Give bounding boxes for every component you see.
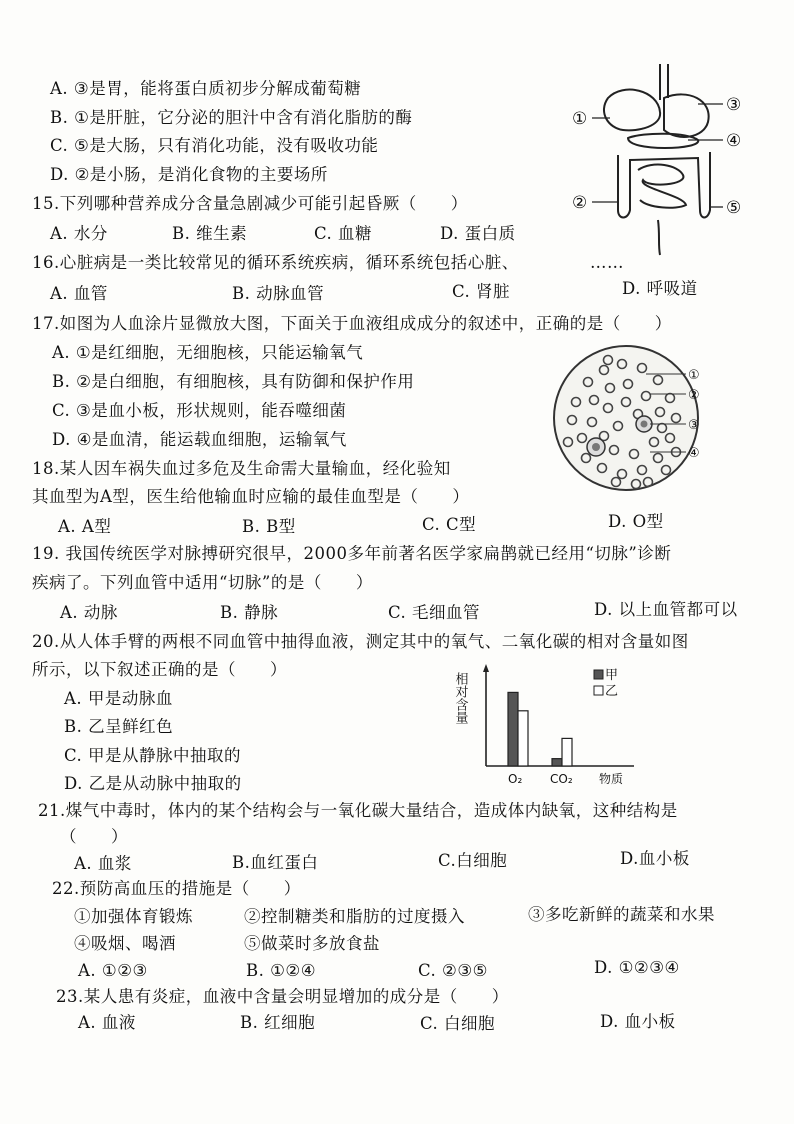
- q20-stem-line2: 所示，以下叙述正确的是（ ）: [32, 660, 287, 679]
- q17-option-d: D. ④是血清，能运载血细胞，运输氧气: [52, 430, 347, 449]
- q20-option-a: A. 甲是动脉血: [64, 689, 173, 708]
- q21-option-c: C.白细胞: [438, 851, 508, 870]
- q21-stem-line2: （ ）: [60, 827, 128, 846]
- q19-option-b: B. 静脉: [220, 603, 279, 622]
- legend-swatch-yi: [594, 686, 603, 695]
- q22-item-3: ③多吃新鲜的蔬菜和水果: [528, 905, 715, 924]
- q23-option-b: B. 红细胞: [240, 1013, 316, 1032]
- q22-item-2: ②控制糖类和脂肪的过度摄入: [244, 907, 465, 926]
- q15-option-b: B. 维生素: [172, 224, 248, 243]
- blood-label-2: ②: [688, 388, 700, 403]
- q17-option-b: B. ②是白细胞，有细胞核，具有防御和保护作用: [52, 372, 415, 391]
- q20-option-b: B. 乙呈鲜红色: [64, 717, 174, 736]
- q21-option-a: A. 血浆: [74, 854, 132, 873]
- blood-label-3: ③: [688, 418, 700, 433]
- q19-option-d: D. 以上血管都可以: [594, 600, 738, 619]
- q22-stem: 22.预防高血压的措施是（ ）: [52, 879, 301, 898]
- q15-stem: 15.下列哪种营养成分含量急剧减少可能引起昏厥（ ）: [32, 194, 468, 213]
- bar-jia-o2: [508, 692, 518, 766]
- q23-option-c: C. 白细胞: [420, 1014, 496, 1033]
- q21-stem-line1: 21.煤气中毒时，体内的某个结构会与一氧化碳大量结合，造成体内缺氧，这种结构是: [38, 801, 678, 820]
- y-axis-label: 相对含量: [452, 672, 468, 724]
- wbc-nucleus: [592, 443, 600, 451]
- q21-option-b: B.血红蛋白: [232, 853, 319, 872]
- q18-option-d: D. O型: [608, 512, 664, 531]
- digestive-system-figure: [568, 60, 758, 260]
- q23-stem: 23.某人患有炎症，血液中含量会明显增加的成分是（ ）: [56, 987, 509, 1006]
- q14-option-d: D. ②是小肠，是消化食物的主要场所: [50, 165, 328, 184]
- q18-option-c: C. C型: [422, 515, 477, 534]
- q20-stem-line1: 20.从人体手臂的两根不同血管中抽得血液，测定其中的氧气、二氧化碳的相对含量如图: [32, 632, 689, 651]
- q19-option-c: C. 毛细血管: [388, 603, 481, 622]
- bar-yi-co2: [562, 738, 572, 766]
- q17-option-a: A. ①是红细胞，无细胞核，只能运输氧气: [52, 343, 364, 362]
- q19-option-a: A. 动脉: [60, 603, 118, 622]
- q18-stem-line1: 18.某人因车祸失血过多危及生命需大量输血，经化验知: [32, 459, 451, 478]
- q18-option-a: A. A型: [58, 517, 112, 536]
- blood-label-4: ④: [688, 446, 700, 461]
- legend-label-yi: 乙: [605, 684, 619, 699]
- x-axis-label: 物质: [599, 772, 624, 786]
- q19-stem-line1: 19. 我国传统医学对脉搏研究很早，2000多年前著名医学家扁鹊就已经用“切脉”诊断: [32, 544, 672, 563]
- q22-item-4: ④吸烟、喝酒: [74, 934, 176, 953]
- digest-label-4: ④: [726, 131, 742, 151]
- q15-option-d: D. 蛋白质: [440, 224, 516, 243]
- q17-option-c: C. ③是血小板，形状规则，能吞噬细菌: [52, 401, 347, 420]
- q14-option-b: B. ①是肝脏，它分泌的胆汁中含有消化脂肪的酶: [50, 108, 413, 127]
- blood-smear-figure: [546, 342, 776, 494]
- q20-option-d: D. 乙是从动脉中抽取的: [64, 774, 242, 793]
- q17-stem: 17.如图为人血涂片显微放大图，下面关于血液组成成分的叙述中，正确的是（ ）: [32, 314, 672, 333]
- q22-option-b: B. ①②④: [246, 961, 316, 980]
- q22-option-c: C. ②③⑤: [418, 961, 488, 980]
- q16-stem-tail: ……: [590, 253, 624, 272]
- q16-option-d: D. 呼吸道: [622, 279, 698, 298]
- q22-item-1: ①加强体育锻炼: [74, 907, 193, 926]
- q16-option-a: A. 血管: [50, 284, 108, 303]
- q23-option-a: A. 血液: [78, 1013, 136, 1032]
- q16-option-c: C. 肾脏: [452, 282, 511, 301]
- category-label-o2: O₂: [508, 772, 523, 786]
- q14-option-c: C. ⑤是大肠，只有消化功能，没有吸收功能: [50, 136, 379, 155]
- digest-label-1: ①: [572, 109, 588, 129]
- q22-option-a: A. ①②③: [78, 961, 148, 980]
- bar-jia-co2: [552, 759, 562, 766]
- liver-shape: [604, 90, 660, 131]
- bar-yi-o2: [518, 711, 528, 766]
- q19-stem-line2: 疾病了。下列血管中适用“切脉”的是（ ）: [32, 573, 373, 592]
- legend-swatch-jia: [594, 670, 603, 679]
- q21-option-d: D.血小板: [620, 849, 690, 868]
- q15-option-c: C. 血糖: [314, 224, 373, 243]
- digest-label-5: ⑤: [726, 198, 742, 218]
- legend-label-jia: 甲: [605, 668, 619, 683]
- blood-label-1: ①: [688, 368, 700, 383]
- category-label-co2: CO₂: [550, 772, 573, 786]
- wbc-nucleus: [641, 421, 648, 428]
- q16-stem: 16.心脏病是一类比较常见的循环系统疾病，循环系统包括心脏、: [32, 253, 519, 272]
- q15-option-a: A. 水分: [50, 224, 108, 243]
- q23-option-d: D. 血小板: [600, 1012, 676, 1031]
- q18-option-b: B. B型: [242, 517, 296, 536]
- q18-stem-line2: 其血型为A型，医生给他输血时应输的最佳血型是（ ）: [32, 487, 470, 506]
- y-axis-arrow: [483, 664, 489, 672]
- stomach-shape: [664, 94, 709, 137]
- q16-option-b: B. 动脉血管: [232, 284, 325, 303]
- q22-option-d: D. ①②③④: [594, 958, 680, 977]
- digest-label-3: ③: [726, 95, 742, 115]
- digest-label-2: ②: [572, 193, 588, 213]
- oxygen-co2-bar-chart: [452, 662, 652, 790]
- q22-item-5: ⑤做菜时多放食盐: [244, 934, 380, 953]
- q14-option-a: A. ③是胃，能将蛋白质初步分解成葡萄糖: [50, 79, 362, 98]
- q20-option-c: C. 甲是从静脉中抽取的: [64, 746, 242, 765]
